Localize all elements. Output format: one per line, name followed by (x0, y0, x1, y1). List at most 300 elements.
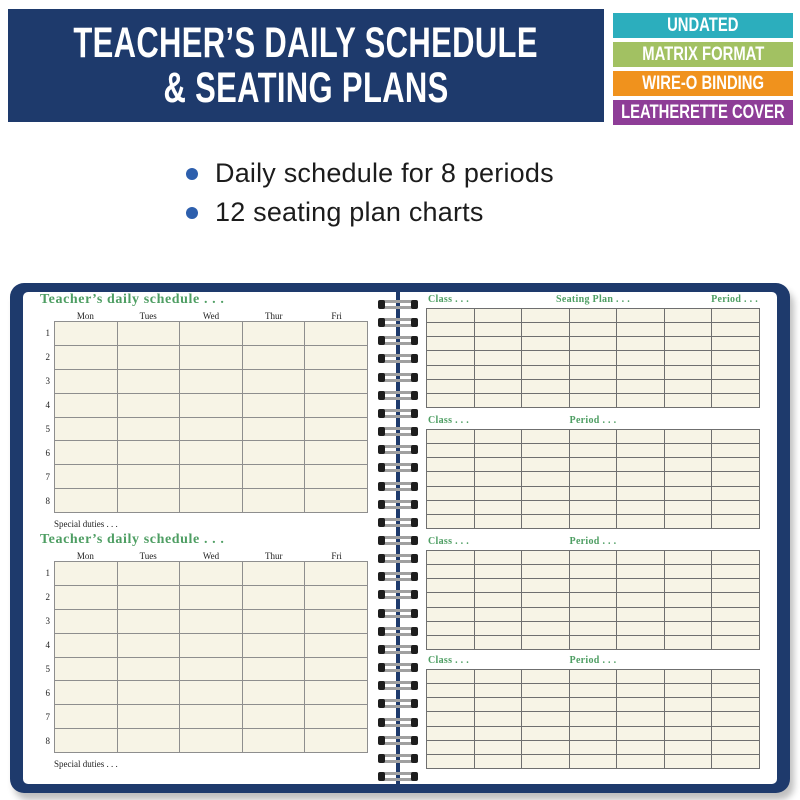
schedule-cell (243, 346, 305, 369)
seating-cell (617, 565, 664, 578)
schedule-cell (55, 394, 117, 417)
seating-cell (665, 380, 712, 393)
seating-cell (617, 351, 664, 364)
seating-cell (570, 394, 617, 407)
seating-chart-1 (426, 294, 760, 412)
seating-cell (665, 323, 712, 336)
seating-cell (665, 565, 712, 578)
seating-cell (665, 430, 712, 443)
seating-cell (712, 579, 759, 592)
feature-badges (613, 13, 793, 125)
seating-cell (427, 501, 474, 514)
schedule-cell (243, 465, 305, 488)
seating-cell (475, 670, 522, 683)
seating-cell (617, 622, 664, 635)
schedule-title: Teacher’s daily schedule . . . (40, 292, 225, 307)
seating-cell (427, 698, 474, 711)
schedule-cell (305, 489, 367, 512)
seating-cell (522, 622, 569, 635)
schedule-cell (55, 322, 117, 345)
seating-cell (475, 741, 522, 754)
schedule-cell (118, 394, 180, 417)
seating-cell (617, 366, 664, 379)
seating-cell (570, 670, 617, 683)
seating-cell (427, 351, 474, 364)
schedule-cell (243, 418, 305, 441)
seating-cell (522, 366, 569, 379)
chart-header-row (428, 655, 758, 666)
schedule-cell (243, 729, 305, 752)
seating-cells (426, 429, 760, 529)
seating-cell (570, 323, 617, 336)
seating-cell (475, 458, 522, 471)
schedule-title: Teacher’s daily schedule . . . (40, 532, 225, 547)
seating-cell (522, 565, 569, 578)
schedule-cell (305, 729, 367, 752)
bullet-icon (186, 207, 198, 219)
badge-leatherette-cover (613, 100, 793, 125)
class-label: Class . . . (428, 294, 470, 305)
day-header: Wed (202, 311, 220, 321)
seating-cell (665, 698, 712, 711)
seating-cell (570, 551, 617, 564)
seating-cell (427, 366, 474, 379)
seating-cell (712, 698, 759, 711)
seating-cell (617, 741, 664, 754)
seating-cell (475, 622, 522, 635)
wire-loop (378, 609, 418, 618)
seating-cell (617, 472, 664, 485)
seating-cell (712, 501, 759, 514)
seating-cell (427, 337, 474, 350)
wire-loop (378, 409, 418, 418)
wire-loop (378, 681, 418, 690)
seating-cell (617, 712, 664, 725)
schedule-cells (54, 561, 368, 753)
wire-loop (378, 663, 418, 672)
period-number-column (38, 561, 50, 753)
seating-cell (475, 430, 522, 443)
period-number: 8 (45, 496, 50, 506)
seating-cell (665, 608, 712, 621)
seating-cell (665, 309, 712, 322)
seating-cell (712, 608, 759, 621)
schedule-cell (180, 418, 242, 441)
seating-cell (665, 444, 712, 457)
seating-cell (570, 636, 617, 649)
period-number: 1 (45, 328, 50, 338)
seating-cell (427, 394, 474, 407)
period-number: 3 (45, 616, 50, 626)
seating-cell (712, 727, 759, 740)
period-number-column (38, 321, 50, 513)
schedule-cell (118, 658, 180, 681)
schedule-cells (54, 321, 368, 513)
seating-plan-label: Seating Plan . . . (555, 294, 631, 305)
schedule-cell (243, 634, 305, 657)
chart-header-row (428, 294, 758, 305)
period-label (655, 536, 758, 547)
seating-cell (712, 515, 759, 528)
seating-cell (617, 593, 664, 606)
day-header: Thur (265, 311, 283, 321)
schedule-cell (305, 370, 367, 393)
seating-cell (665, 755, 712, 768)
seating-cell (427, 515, 474, 528)
schedule-cell (180, 634, 242, 657)
seating-cell (522, 593, 569, 606)
schedule-cell (118, 441, 180, 464)
schedule-cell (243, 681, 305, 704)
schedule-cell (243, 489, 305, 512)
wire-loop (378, 754, 418, 763)
badge-label: UNDATED (667, 14, 739, 36)
seating-cell (665, 394, 712, 407)
seating-cell (617, 323, 664, 336)
seating-cells (426, 669, 760, 769)
seating-cell (522, 501, 569, 514)
day-header: Tues (139, 551, 157, 561)
seating-cell (712, 323, 759, 336)
day-header: Mon (76, 551, 94, 561)
seating-cell (427, 458, 474, 471)
seating-cell (617, 551, 664, 564)
seating-cell (475, 444, 522, 457)
seating-cell (617, 458, 664, 471)
seating-cell (617, 698, 664, 711)
seating-chart-3 (426, 536, 760, 654)
seating-cell (570, 565, 617, 578)
seating-cell (427, 608, 474, 621)
daily-schedule-grid-1 (36, 291, 376, 531)
seating-cell (712, 712, 759, 725)
seating-cell (522, 579, 569, 592)
seating-cell (475, 366, 522, 379)
seating-cell (427, 712, 474, 725)
seating-cell (665, 458, 712, 471)
seating-cell (712, 565, 759, 578)
seating-cell (427, 565, 474, 578)
schedule-cell (305, 441, 367, 464)
schedule-cell (118, 586, 180, 609)
schedule-cell (305, 394, 367, 417)
wire-loop (378, 373, 418, 382)
wire-loop (378, 572, 418, 581)
seating-cell (427, 444, 474, 457)
seating-cells (426, 308, 760, 408)
day-header: Tues (139, 311, 157, 321)
schedule-cell (55, 370, 117, 393)
schedule-cell (55, 705, 117, 728)
seating-cell (570, 727, 617, 740)
schedule-cell (55, 489, 117, 512)
seating-cell (570, 515, 617, 528)
schedule-cell (55, 610, 117, 633)
schedule-cell (180, 346, 242, 369)
seating-cell (712, 487, 759, 500)
chart-header-row (428, 415, 758, 426)
seating-cell (570, 366, 617, 379)
seating-cell (617, 727, 664, 740)
day-header-row (54, 551, 368, 561)
product-title-banner (8, 9, 604, 122)
seating-cell (570, 458, 617, 471)
day-header: Wed (202, 551, 220, 561)
period-number: 3 (45, 376, 50, 386)
seating-cell (665, 551, 712, 564)
seating-cell (522, 670, 569, 683)
seating-cell (475, 712, 522, 725)
seating-cell (475, 515, 522, 528)
wire-loop (378, 772, 418, 781)
schedule-cell (55, 465, 117, 488)
seating-cell (475, 323, 522, 336)
seating-cell (427, 309, 474, 322)
seating-cell (665, 712, 712, 725)
seating-chart-4 (426, 655, 760, 773)
seating-cell (665, 579, 712, 592)
feature-list (186, 154, 554, 232)
schedule-cell (55, 634, 117, 657)
seating-cell (427, 380, 474, 393)
wire-loop (378, 699, 418, 708)
seating-cell (712, 551, 759, 564)
badge-label: MATRIX FORMAT (641, 43, 765, 65)
wire-loop (378, 427, 418, 436)
schedule-cell (118, 489, 180, 512)
seating-cell (712, 337, 759, 350)
schedule-cell (305, 322, 367, 345)
schedule-cell (55, 681, 117, 704)
seating-cell (570, 472, 617, 485)
seating-cell (570, 622, 617, 635)
feature-item (186, 154, 554, 193)
seating-cell (522, 698, 569, 711)
seating-cell (522, 755, 569, 768)
seating-cell (522, 472, 569, 485)
seating-cell (475, 351, 522, 364)
banner-title-line1: TEACHER’S DAILY SCHEDULE (73, 18, 539, 67)
seating-cell (665, 636, 712, 649)
badge-label: LEATHERETTE COVER (621, 101, 785, 123)
wire-loop (378, 518, 418, 527)
seating-cell (570, 698, 617, 711)
seating-cell (570, 755, 617, 768)
seating-cell (570, 579, 617, 592)
seating-cell (475, 755, 522, 768)
schedule-cell (118, 418, 180, 441)
day-header: Thur (265, 551, 283, 561)
schedule-cell (118, 634, 180, 657)
schedule-cell (305, 634, 367, 657)
seating-cell (475, 608, 522, 621)
seating-cell (712, 593, 759, 606)
seating-cell (522, 430, 569, 443)
schedule-cell (305, 658, 367, 681)
wire-loop (378, 627, 418, 636)
schedule-cell (305, 465, 367, 488)
class-label: Class . . . (428, 415, 470, 426)
seating-cell (712, 351, 759, 364)
seating-cell (475, 698, 522, 711)
period-label: Period . . . (569, 536, 617, 547)
seating-cell (475, 636, 522, 649)
seating-cell (522, 444, 569, 457)
period-number: 5 (45, 664, 50, 674)
period-label (655, 415, 758, 426)
seating-cell (475, 501, 522, 514)
schedule-cell (180, 322, 242, 345)
schedule-cell (55, 562, 117, 585)
wire-loop (378, 482, 418, 491)
schedule-cell (180, 586, 242, 609)
seating-cell (570, 684, 617, 697)
seating-cell (665, 366, 712, 379)
seating-cell (570, 501, 617, 514)
wire-loop (378, 736, 418, 745)
wire-loop (378, 718, 418, 727)
schedule-cell (180, 441, 242, 464)
period-number: 2 (45, 352, 50, 362)
schedule-cell (305, 562, 367, 585)
seating-cell (522, 684, 569, 697)
seating-cell (570, 430, 617, 443)
schedule-cell (55, 658, 117, 681)
seating-cell (475, 551, 522, 564)
feature-text: 12 seating plan charts (215, 197, 484, 227)
schedule-cell (180, 658, 242, 681)
seating-cell (522, 636, 569, 649)
badge-undated (613, 13, 793, 38)
badge-wire-o-binding (613, 71, 793, 96)
day-header-row (54, 311, 368, 321)
feature-text: Daily schedule for 8 periods (215, 158, 554, 188)
seating-cell (617, 430, 664, 443)
period-number: 4 (45, 400, 50, 410)
seating-cell (570, 741, 617, 754)
special-duties-label: Special duties . . . (54, 759, 118, 769)
seating-cell (427, 430, 474, 443)
schedule-cell (305, 346, 367, 369)
banner-title-line2: & SEATING PLANS (163, 63, 449, 112)
period-number: 5 (45, 424, 50, 434)
seating-cell (617, 487, 664, 500)
seating-cell (522, 608, 569, 621)
seating-cell (712, 309, 759, 322)
seating-cell (522, 458, 569, 471)
seating-cell (712, 636, 759, 649)
seating-cell (665, 351, 712, 364)
seating-cells (426, 550, 760, 650)
seating-cell (617, 670, 664, 683)
wire-loop (378, 300, 418, 309)
schedule-cell (55, 441, 117, 464)
seating-cell (475, 337, 522, 350)
seating-cell (570, 309, 617, 322)
seating-cell (570, 593, 617, 606)
seating-cell (522, 394, 569, 407)
schedule-cell (305, 681, 367, 704)
seating-cell (427, 670, 474, 683)
schedule-cell (243, 658, 305, 681)
seating-cell (475, 593, 522, 606)
seating-cell (617, 309, 664, 322)
seating-cell (665, 501, 712, 514)
seating-cell (665, 670, 712, 683)
schedule-cell (180, 729, 242, 752)
period-label: Period . . . (711, 294, 758, 305)
seating-cell (522, 380, 569, 393)
period-number: 2 (45, 592, 50, 602)
seating-cell (475, 394, 522, 407)
schedule-cell (55, 418, 117, 441)
seating-cell (475, 309, 522, 322)
seating-chart-2 (426, 415, 760, 533)
period-number: 7 (45, 712, 50, 722)
seating-cell (665, 337, 712, 350)
day-header: Mon (76, 311, 94, 321)
bullet-icon (186, 168, 198, 180)
schedule-cell (243, 322, 305, 345)
seating-cell (475, 684, 522, 697)
seating-cell (617, 579, 664, 592)
seating-cell (475, 487, 522, 500)
seating-cell (427, 684, 474, 697)
seating-cell (427, 472, 474, 485)
seating-cell (522, 309, 569, 322)
schedule-cell (180, 489, 242, 512)
wire-loop (378, 463, 418, 472)
wire-loop (378, 336, 418, 345)
period-label (655, 655, 758, 666)
daily-schedule-grid-2 (36, 531, 376, 771)
seating-cell (665, 622, 712, 635)
seating-cell (427, 741, 474, 754)
seating-cell (427, 636, 474, 649)
schedule-cell (243, 370, 305, 393)
schedule-cell (305, 418, 367, 441)
seating-cell (617, 501, 664, 514)
schedule-cell (305, 610, 367, 633)
schedule-cell (55, 346, 117, 369)
schedule-cell (180, 465, 242, 488)
period-number: 8 (45, 736, 50, 746)
seating-cell (665, 515, 712, 528)
wire-loop (378, 318, 418, 327)
wire-loop (378, 500, 418, 509)
schedule-cell (118, 729, 180, 752)
badge-label: WIRE-O BINDING (642, 72, 764, 94)
period-number: 7 (45, 472, 50, 482)
seating-cell (522, 351, 569, 364)
seating-cell (522, 515, 569, 528)
seating-cell (427, 727, 474, 740)
seating-cell (617, 684, 664, 697)
schedule-cell (180, 610, 242, 633)
period-number: 1 (45, 568, 50, 578)
seating-cell (427, 551, 474, 564)
seating-cell (570, 337, 617, 350)
schedule-cell (55, 586, 117, 609)
seating-cell (617, 608, 664, 621)
class-label: Class . . . (428, 536, 470, 547)
seating-cell (665, 727, 712, 740)
seating-cell (712, 380, 759, 393)
seating-cell (522, 323, 569, 336)
seating-cell (617, 755, 664, 768)
seating-cell (570, 380, 617, 393)
schedule-cell (243, 586, 305, 609)
